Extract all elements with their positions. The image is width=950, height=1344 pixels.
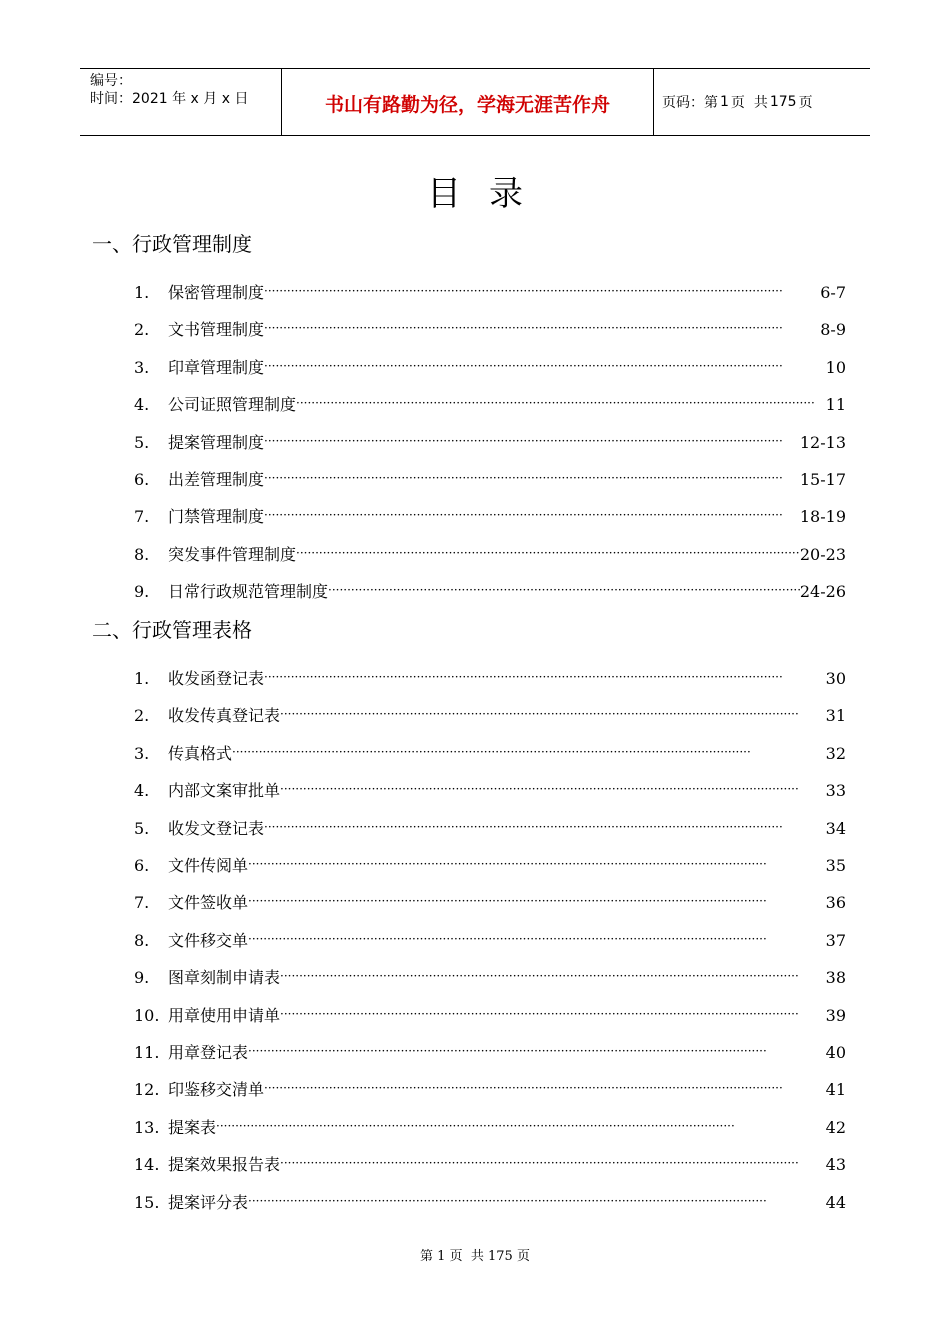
toc-leader-dots bbox=[264, 665, 826, 689]
header-page-suffix: 页 bbox=[798, 95, 813, 111]
toc-entry[interactable] bbox=[134, 667, 846, 691]
header-page-total: 175 bbox=[769, 94, 797, 110]
toc-leader-dots bbox=[280, 777, 826, 801]
toc-entry-page: 40 bbox=[825, 1043, 846, 1062]
toc-entry-title: 提案表 bbox=[168, 1117, 217, 1137]
toc-leader-dots bbox=[296, 541, 800, 565]
toc-entry[interactable] bbox=[134, 704, 846, 728]
toc-entry-number: 15. bbox=[134, 1192, 160, 1212]
toc-entry-title: 收发传真登记表 bbox=[168, 706, 281, 726]
toc-entry-page: 31 bbox=[825, 706, 846, 726]
toc-entry-number: 2. bbox=[134, 320, 150, 340]
toc-entry[interactable] bbox=[134, 1153, 846, 1177]
document-date-label: 时间：2021 年 x 月 x 日 bbox=[90, 91, 249, 107]
toc-entry[interactable] bbox=[134, 356, 846, 380]
toc-entry-page: 30 bbox=[825, 669, 846, 688]
header-page-prefix: 页码：第 bbox=[662, 95, 718, 111]
toc-leader-dots bbox=[280, 1002, 826, 1026]
toc-entry-number: 14. bbox=[134, 1155, 160, 1175]
toc-entry-page: 35 bbox=[825, 856, 846, 875]
toc-leader-dots bbox=[280, 1151, 826, 1175]
toc-entry-title: 文书管理制度 bbox=[168, 320, 265, 340]
toc-entry-title: 文件传阅单 bbox=[168, 856, 249, 875]
toc-entry[interactable] bbox=[134, 431, 846, 455]
toc-entry-page: 12-13 bbox=[799, 432, 846, 452]
toc-entry-page: 32 bbox=[825, 743, 846, 763]
toc-leader-dots bbox=[264, 316, 820, 340]
toc-entry[interactable] bbox=[134, 1004, 846, 1028]
toc-entry-page: 42 bbox=[825, 1117, 846, 1137]
toc-entry-number: 9. bbox=[134, 968, 150, 988]
toc-entry-title: 日常行政规范管理制度 bbox=[168, 582, 329, 602]
toc-entry-title: 内部文案审批单 bbox=[168, 781, 281, 801]
toc-entry-page: 11 bbox=[825, 395, 846, 415]
toc-entry-number: 6. bbox=[134, 856, 150, 875]
toc-entry-page: 6-7 bbox=[820, 283, 846, 302]
toc-entry-number: 6. bbox=[134, 470, 150, 489]
toc-entry-number: 8. bbox=[134, 930, 150, 950]
document-title: 目录 bbox=[427, 174, 551, 214]
toc-entry-title: 文件签收单 bbox=[168, 893, 249, 913]
footer-mid: 页 共 bbox=[449, 1249, 484, 1264]
toc-entry[interactable] bbox=[134, 468, 846, 492]
toc-entry-title: 出差管理制度 bbox=[168, 470, 265, 489]
toc-entry[interactable] bbox=[134, 966, 846, 990]
toc-entry-page: 37 bbox=[825, 930, 846, 950]
footer-prefix: 第 bbox=[420, 1249, 434, 1264]
toc-leader-dots bbox=[216, 1114, 826, 1138]
toc-entry-page: 36 bbox=[825, 893, 846, 913]
toc-entry-number: 4. bbox=[134, 395, 150, 415]
toc-entry[interactable] bbox=[134, 393, 846, 417]
toc-entry[interactable] bbox=[134, 281, 846, 305]
toc-entry-title: 提案管理制度 bbox=[168, 432, 265, 452]
header-motto: 书山有路勤为径，学海无涯苦作舟 bbox=[282, 69, 654, 135]
footer-suffix: 页 bbox=[516, 1249, 530, 1264]
toc-leader-dots bbox=[264, 1076, 826, 1100]
toc-entry-number: 1. bbox=[134, 283, 150, 302]
toc-leader-dots bbox=[264, 815, 826, 839]
toc-entry-title: 收发文登记表 bbox=[168, 818, 265, 838]
toc-leader-dots bbox=[280, 702, 826, 726]
footer-total: 175 bbox=[488, 1249, 513, 1264]
header-table bbox=[80, 68, 870, 136]
toc-entry-number: 3. bbox=[134, 357, 150, 377]
toc-entry-page: 10 bbox=[825, 357, 846, 377]
toc-entry-page: 33 bbox=[825, 781, 846, 801]
toc-entry-page: 41 bbox=[825, 1080, 846, 1100]
toc-leader-dots bbox=[248, 1039, 826, 1063]
toc-entry-title: 门禁管理制度 bbox=[168, 507, 265, 527]
toc-entry-number: 10. bbox=[134, 1005, 160, 1025]
toc-entry-page: 15-17 bbox=[799, 470, 846, 489]
footer-current: 1 bbox=[437, 1249, 446, 1264]
toc-entry-number: 4. bbox=[134, 781, 150, 801]
section-title: 一、行政管理制度 bbox=[92, 232, 252, 256]
page-footer bbox=[0, 1248, 950, 1266]
header-info-cell bbox=[80, 69, 282, 135]
toc-entry-number: 2. bbox=[134, 706, 150, 726]
toc-entry-number: 9. bbox=[134, 582, 150, 602]
toc-leader-dots bbox=[248, 889, 826, 913]
toc-entry-title: 保密管理制度 bbox=[168, 283, 265, 302]
toc-entry[interactable] bbox=[134, 742, 846, 766]
toc-entry-title: 用章使用申请单 bbox=[168, 1005, 281, 1025]
toc-entry-number: 1. bbox=[134, 669, 150, 688]
toc-entry[interactable] bbox=[134, 1078, 846, 1102]
toc-entry-title: 用章登记表 bbox=[168, 1043, 249, 1062]
toc-entry-page: 18-19 bbox=[799, 507, 846, 527]
toc-leader-dots bbox=[248, 927, 826, 951]
toc-entry-number: 5. bbox=[134, 432, 150, 452]
toc-entry-number: 7. bbox=[134, 507, 150, 527]
toc-entry-title: 传真格式 bbox=[168, 743, 233, 763]
toc-entry-page: 43 bbox=[825, 1155, 846, 1175]
toc-entry[interactable] bbox=[134, 817, 846, 841]
toc-entry[interactable] bbox=[134, 929, 846, 953]
toc-entry-page: 44 bbox=[825, 1192, 846, 1212]
toc-leader-dots bbox=[296, 391, 826, 415]
toc-entry-title: 印章管理制度 bbox=[168, 357, 265, 377]
toc-leader-dots bbox=[264, 354, 826, 378]
toc-leader-dots bbox=[264, 503, 800, 527]
toc-entry[interactable] bbox=[134, 1191, 846, 1215]
toc-entry-title: 突发事件管理制度 bbox=[168, 544, 297, 564]
toc-entry[interactable] bbox=[134, 1116, 846, 1140]
header-page-mid: 页 共 bbox=[730, 95, 768, 111]
toc-entry-number: 13. bbox=[134, 1117, 160, 1137]
toc-leader-dots bbox=[264, 279, 820, 303]
toc-entry-page: 34 bbox=[825, 818, 846, 838]
header-page-info bbox=[654, 69, 870, 135]
toc-leader-dots bbox=[264, 429, 800, 453]
toc-entry-number: 5. bbox=[134, 818, 150, 838]
toc-entry-number: 3. bbox=[134, 743, 150, 763]
toc-entry-page: 8-9 bbox=[820, 320, 846, 340]
toc-entry-number: 11. bbox=[134, 1043, 160, 1062]
toc-entry-number: 7. bbox=[134, 893, 150, 913]
toc-entry-page: 39 bbox=[825, 1005, 846, 1025]
header-page-current: 1 bbox=[720, 94, 729, 110]
toc-leader-dots bbox=[264, 466, 800, 490]
toc-entry[interactable] bbox=[134, 891, 846, 915]
toc-entry-title: 提案效果报告表 bbox=[168, 1155, 281, 1175]
toc-leader-dots bbox=[328, 578, 800, 602]
toc-entry-title: 收发函登记表 bbox=[168, 669, 265, 688]
toc-entry[interactable] bbox=[134, 1041, 846, 1065]
toc-entry[interactable] bbox=[134, 318, 846, 342]
document-number-label: 编号： bbox=[90, 73, 132, 89]
toc-entry-title: 图章刻制申请表 bbox=[168, 968, 281, 988]
toc-entry-title: 提案评分表 bbox=[168, 1192, 249, 1212]
toc-entry-title: 印鉴移交清单 bbox=[168, 1080, 265, 1100]
toc-entry-page: 24-26 bbox=[799, 582, 846, 602]
toc-entry[interactable] bbox=[134, 580, 846, 604]
toc-entry[interactable] bbox=[134, 543, 846, 567]
toc-entry[interactable] bbox=[134, 505, 846, 529]
toc-leader-dots bbox=[248, 852, 826, 876]
toc-entry-page: 20-23 bbox=[799, 544, 846, 564]
toc-entry-number: 8. bbox=[134, 544, 150, 564]
toc-entry-title: 文件移交单 bbox=[168, 930, 249, 950]
toc-leader-dots bbox=[280, 964, 826, 988]
toc-entry-number: 12. bbox=[134, 1080, 160, 1100]
toc-leader-dots bbox=[248, 1189, 826, 1213]
section-title: 二、行政管理表格 bbox=[92, 618, 252, 642]
toc-entry-title: 公司证照管理制度 bbox=[168, 395, 297, 415]
toc-entry[interactable] bbox=[134, 779, 846, 803]
toc-entry-page: 38 bbox=[825, 968, 846, 988]
toc-entry[interactable] bbox=[134, 854, 846, 878]
toc-leader-dots bbox=[232, 740, 826, 764]
